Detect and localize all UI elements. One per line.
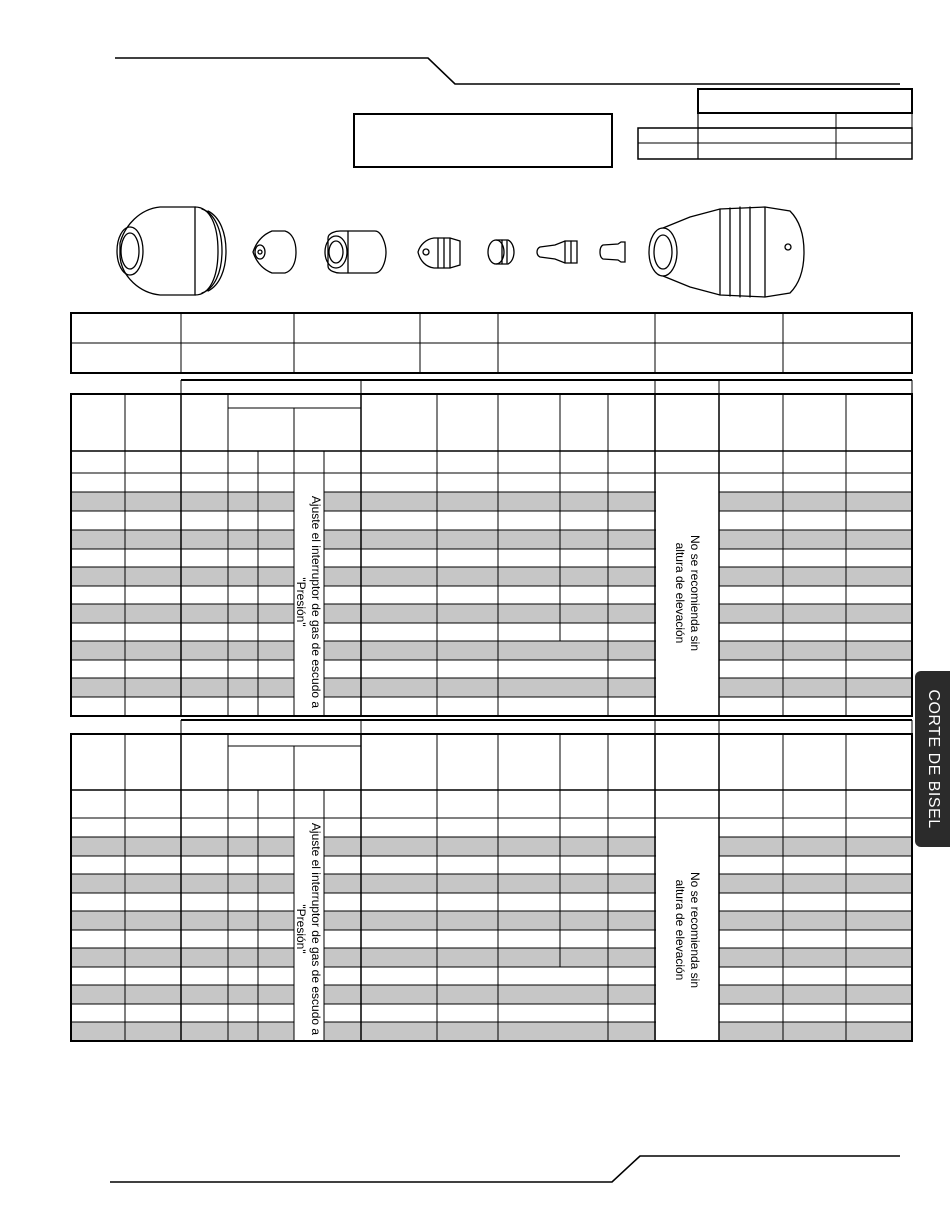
shield-gas-note: Ajuste el interruptor de gas de escudo a "Presión": [294, 495, 323, 709]
footer-rule: [0, 1140, 950, 1200]
section-tab: [915, 671, 950, 847]
shade-bands: [71, 492, 912, 1041]
shield-gas-note: Ajuste el interruptor de gas de escudo a "Presión": [294, 822, 323, 1036]
height-note: No se recomienda sin altura de elevación: [673, 871, 702, 989]
height-note: No se recomienda sin altura de elevación: [673, 534, 702, 652]
section-tab-label: CORTE DE BISEL: [924, 689, 942, 829]
